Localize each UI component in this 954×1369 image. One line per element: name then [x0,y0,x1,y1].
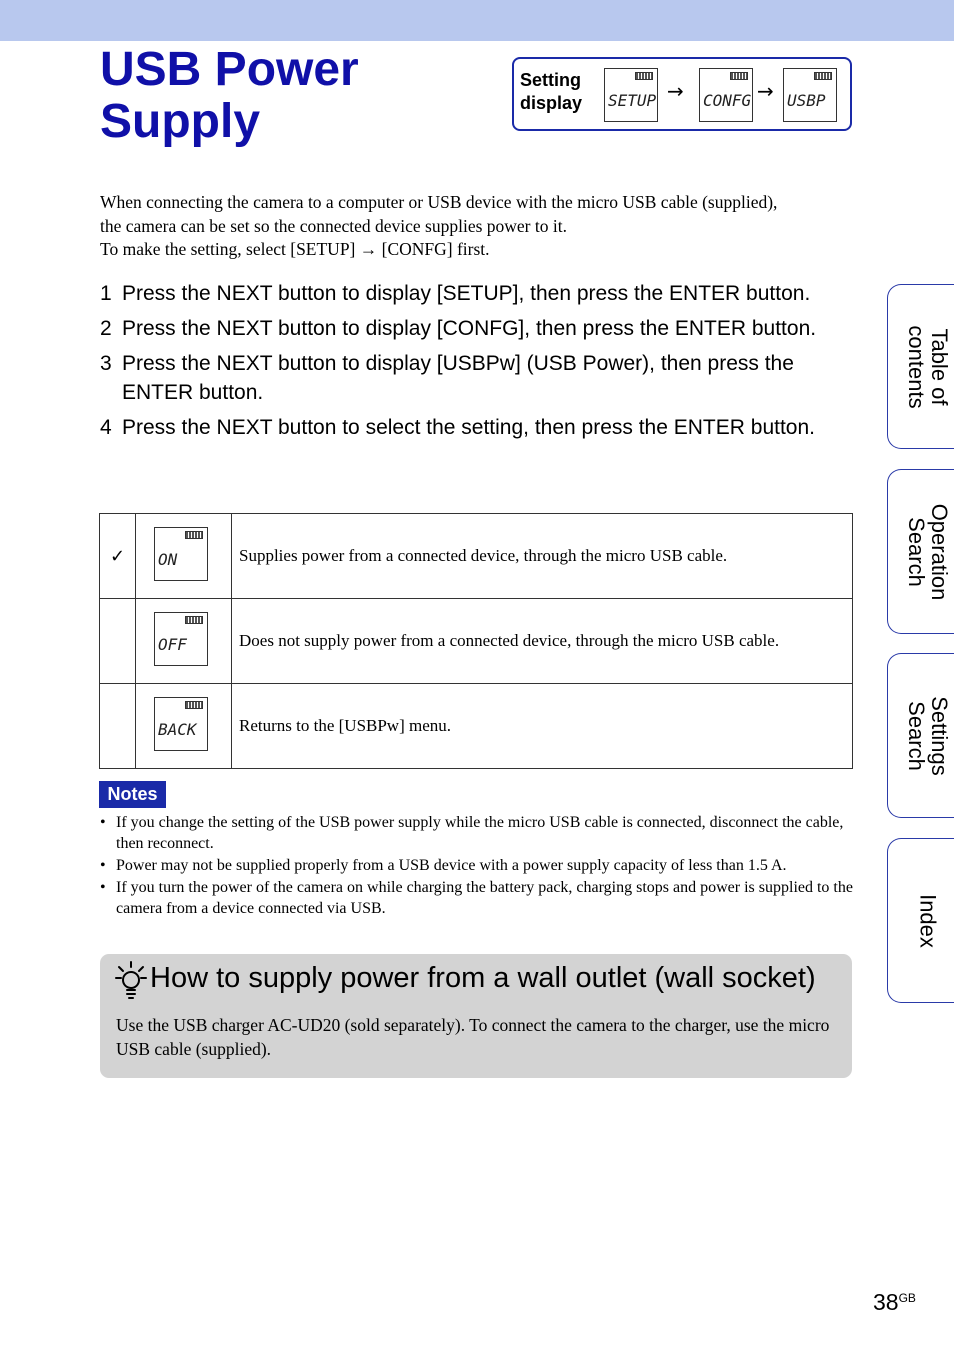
battery-icon [635,72,653,80]
setting-display-label: Setting display [520,70,583,113]
top-bar [0,0,954,41]
page-number: $38^{GB}$ [873,1289,916,1315]
hint-body: Use the USB charger AC-UD20 (sold separately). To connect the camera to the charger, use the micro USB cable (supplied). [116,1015,830,1059]
tab-operation-search[interactable]: Operation Search [887,469,954,634]
step-item: 3 Press the NEXT button to display [USBPw] (USB Power), then press the ENTER button. [100,352,794,404]
title-line-1: USB Power [100,43,359,96]
lcd-screen-off: OFF [154,612,208,666]
intro-line-1: When connecting the camera to a computer or USB device with the micro USB cable (supplied), [100,192,778,212]
note-item: • If you change the setting of the USB power supply while the micro USB cable is connected, disconnect the cable, then reconnect. [99,812,859,854]
step-item: 4 Press the NEXT button to select the setting, then press the ENTER button. [100,416,815,439]
options-table [99,513,853,769]
default-check-icon: ✓ [100,514,136,599]
lcd-screen-on: ON [154,527,208,581]
option-description: Supplies power from a connected device, through the micro USB cable. [232,514,853,599]
title-line-2: Supply [100,95,261,148]
lcd-screen-setup: SETUP [604,68,658,122]
lcd-screen-back: BACK [154,697,208,751]
hint-box [100,954,852,1078]
notes-badge: Notes [99,781,166,808]
option-description: Does not supply power from a connected device, through the micro USB cable. [232,599,853,684]
lcd-screen-usbp: USBP [783,68,837,122]
table-row [100,684,853,769]
battery-icon [730,72,748,80]
battery-icon [814,72,832,80]
option-description: Returns to the [USBPw] menu. [232,684,853,769]
arrow-icon: → [757,79,774,103]
note-item: • If you turn the power of the camera on while charging the battery pack, charging stops and power is supplied to the camera from a device connected via USB. [99,877,859,919]
lightbulb-icon [114,960,148,1000]
battery-icon [185,616,203,624]
steps-list [100,279,860,448]
intro-text [100,191,860,262]
intro-line-2: the camera can be set so the connected device supplies power to it. [100,215,567,236]
battery-icon [185,701,203,709]
tab-index[interactable]: Index [887,838,954,1003]
intro-line-3: To make the setting, select [SETUP] → [CONFG] first. [100,239,490,259]
step-item: 1 Press the NEXT button to display [SETUP], then press the ENTER button. [100,282,811,305]
notes-list [99,812,859,920]
table-row [100,514,853,599]
battery-icon [185,531,203,539]
hint-title: How to supply power from a wall outlet (wall socket) [150,962,816,994]
page-title [100,44,359,148]
setting-display-box [512,57,852,131]
lcd-screen-confg: CONFG [699,68,753,122]
note-item: • Power may not be supplied properly from a USB device with a power supply capacity of less than 1.5 A. [99,855,859,876]
table-row [100,599,853,684]
tab-settings-search[interactable]: Settings Search [887,653,954,818]
step-item: 2 Press the NEXT button to display [CONFG], then press the ENTER button. [100,317,817,340]
arrow-icon: → [667,79,684,103]
tab-table-of-contents[interactable]: Table of contents [887,284,954,449]
